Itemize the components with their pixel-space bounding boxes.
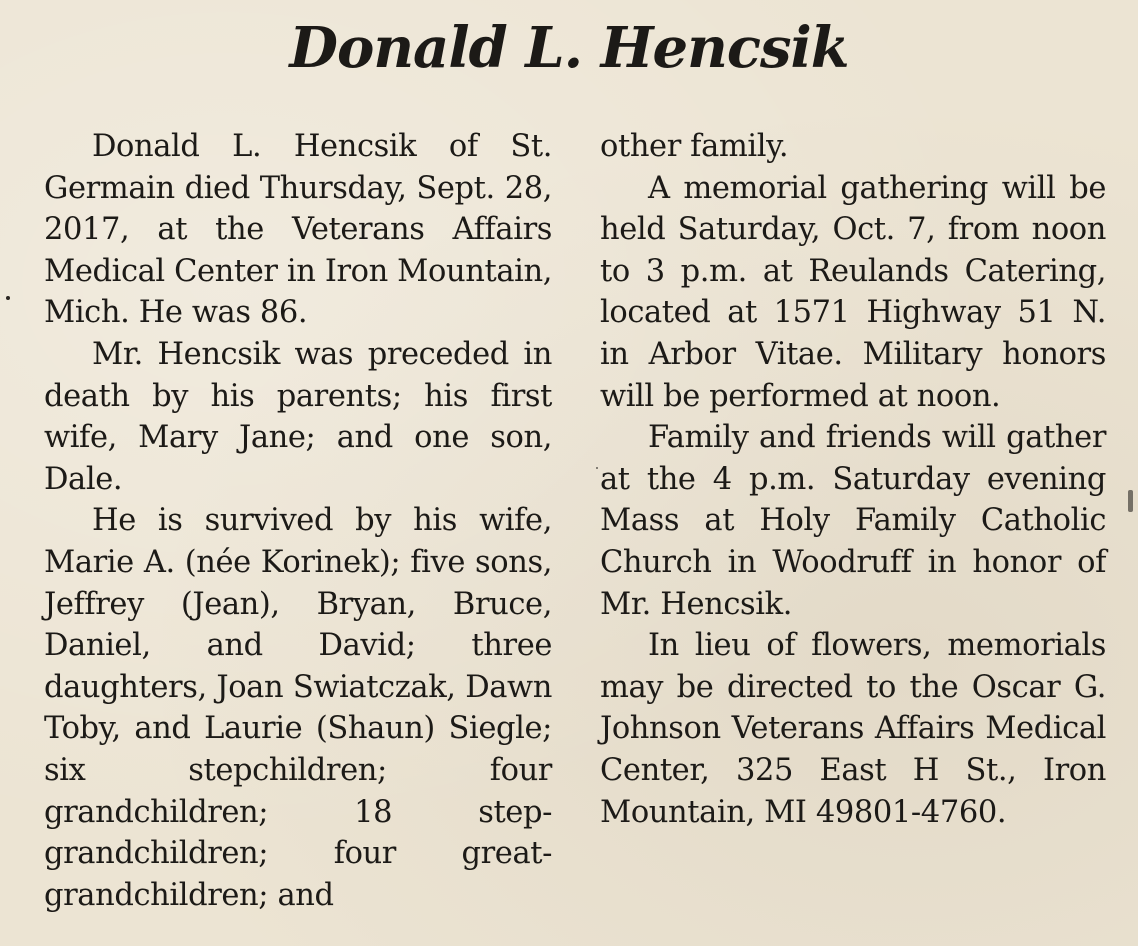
paragraph-survived-by: He is survived by his wife, Marie A. (née Korinek); five sons, Jeffrey (Jean), Bryan, Bruce, Daniel, and David; three daughters, Joan Swiatczak, Dawn Toby, and Laurie (Shaun) Siegle; six stepchildren; four grandchildren; 18 step-grandchildren; four great-grandchildren; and: [44, 503, 552, 913]
paper-speck: [6, 296, 10, 300]
paragraph-survived-by-continued: other family.: [600, 129, 789, 164]
paragraph-preceded-in-death: Mr. Hencsik was preceded in death by his parents; his first wife, Mary Jane; and one son, Dale.: [44, 336, 552, 497]
paragraph-death-notice: Donald L. Hencsik of St. Germain died Thursday, Sept. 28, 2017, at the Veterans Affairs Medical Center in Iron Mountain, Mich. He was 86.: [44, 129, 552, 331]
paragraph-mass: Family and friends will gather at the 4 p.m. Saturday evening Mass at Holy Family Catholic Church in Woodruff in honor of Mr. Hencsik.: [600, 420, 1106, 622]
paper-speck: [596, 467, 598, 469]
obituary-column-left: [44, 126, 552, 916]
obituary-headline: Donald L. Hencsik: [289, 15, 849, 81]
obituary-column-right: [600, 126, 1106, 833]
paragraph-memorial-gathering: A memorial gathering will be held Saturday, Oct. 7, from noon to 3 p.m. at Reulands Catering, located at 1571 Highway 51 N. in Arbor Vitae. Military honors will be performed at noon.: [600, 170, 1106, 414]
paper-speck: [1128, 490, 1133, 512]
paragraph-memorials: In lieu of flowers, memorials may be directed to the Oscar G. Johnson Veterans Affairs Medical Center, 325 East H St., Iron Mountain, MI 49801-4760.: [600, 628, 1106, 830]
